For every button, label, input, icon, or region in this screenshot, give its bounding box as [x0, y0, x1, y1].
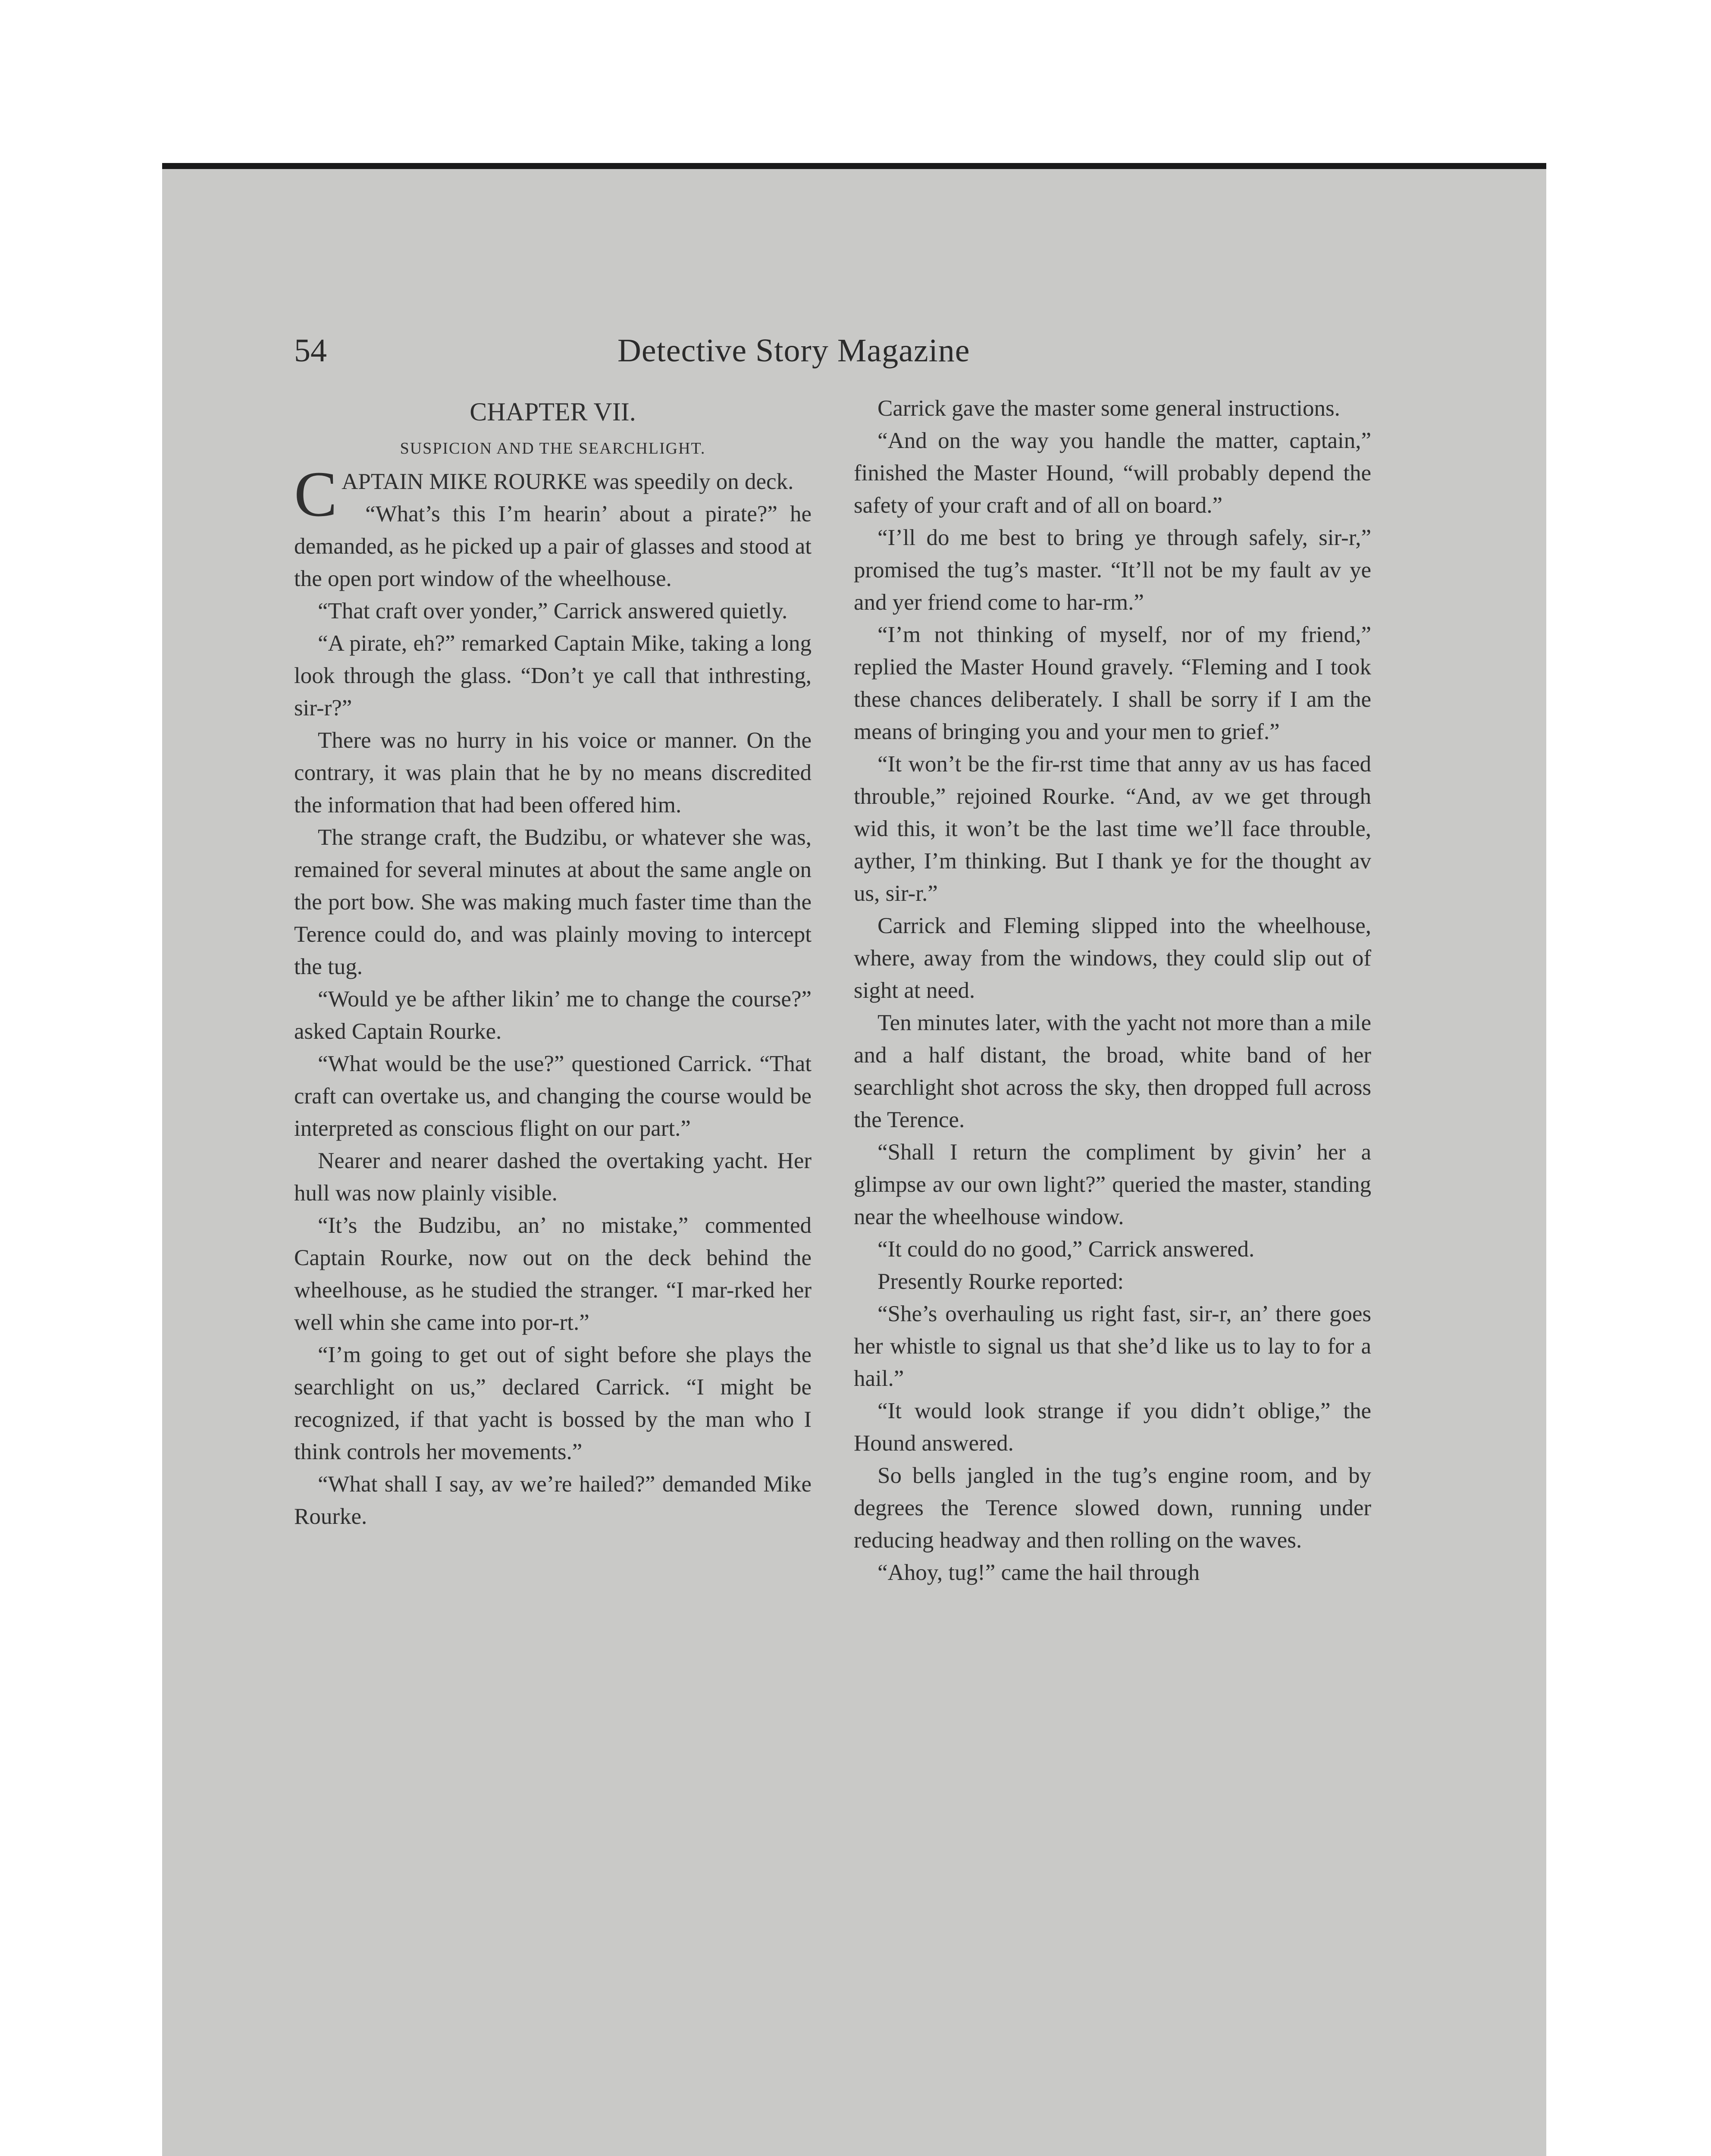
paragraph: Nearer and nearer dashed the overtaking yacht. Her hull was now plainly visible.	[294, 1148, 812, 1206]
paragraph: “Would ye be afther likin’ me to change the course?” asked Captain Rourke.	[294, 987, 812, 1044]
paragraph: “What’s this I’m hearin’ about a pirate?” he demanded, as he picked up a pair of glasses and stood at the open port window of the wheelhouse.	[294, 501, 812, 591]
paragraph: “It could do no good,” Carrick answered.	[877, 1237, 1255, 1262]
paragraph: “Shall I return the compliment by givin’ her a glimpse av our own light?” queried the master, standing near the wheelhouse window.	[854, 1140, 1371, 1229]
chapter-subheading: SUSPICION AND THE SEARCHLIGHT.	[400, 439, 706, 458]
paragraph: “What would be the use?” questioned Carrick. “That craft can overtake us, and changing the course would be interpreted as conscious flight on our part.”	[294, 1051, 812, 1141]
paragraph: Presently Rourke reported:	[877, 1269, 1124, 1294]
paragraph: “It would look strange if you didn’t oblige,” the Hound answered.	[854, 1398, 1371, 1456]
left-column	[294, 392, 812, 1533]
paragraph: “A pirate, eh?” remarked Captain Mike, taking a long look through the glass. “Don’t ye call that inthresting, sir-r?”	[294, 631, 812, 721]
paragraph: The strange craft, the Budzibu, or whatever she was, remained for several minutes at about the same angle on the port bow. She was making much faster time than the Terence could do, and was plainly moving to intercept the tug.	[294, 825, 812, 979]
drop-cap: C	[294, 458, 338, 530]
page-number: 54	[294, 332, 327, 369]
paragraph: “I’m going to get out of sight before she plays the searchlight on us,” declared Carrick. “I might be recognized, if that yacht is bossed by the man who I think controls her movements.”	[294, 1342, 812, 1464]
paragraph: Ten minutes later, with the yacht not more than a mile and a half distant, the broad, white band of her searchlight shot across the sky, then dropped full across the Terence.	[854, 1010, 1371, 1132]
paragraph: “It won’t be the fir-rst time that anny av us has faced throuble,” rejoined Rourke. “And, av we get through wid this, it won’t be the last time we’ll face throuble, ayther, I’m thinking. But I thank ye for the thought av us, sir-r.”	[854, 752, 1371, 906]
paragraph: “It’s the Budzibu, an’ no mistake,” commented Captain Rourke, now out on the deck behind the wheelhouse, as he studied the stranger. “I mar-rked her well whin she came into por-rt.”	[294, 1213, 812, 1335]
paragraph: “I’ll do me best to bring ye through safely, sir-r,” promised the tug’s master. “It’ll not be my fault av ye and yer friend come to har-rm.”	[854, 525, 1371, 615]
chapter-heading: CHAPTER VII.	[470, 398, 636, 426]
opening-paragraph-text: APTAIN MIKE ROURKE was speedily on deck.	[342, 469, 794, 494]
paragraph: “I’m not thinking of myself, nor of my friend,” replied the Master Hound gravely. “Fleming and I took these chances deliberately. I shall be sorry if I am the means of bringing you and your men to grief.”	[854, 622, 1371, 744]
magazine-title: Detective Story Magazine	[617, 332, 970, 369]
paragraph: Carrick gave the master some general instructions.	[877, 396, 1340, 421]
paragraph: Carrick and Fleming slipped into the wheelhouse, where, away from the windows, they could slip out of sight at need.	[854, 913, 1371, 1003]
paragraph: So bells jangled in the tug’s engine room, and by degrees the Terence slowed down, running under reducing headway and then rolling on the waves.	[854, 1463, 1371, 1553]
opening-paragraph	[294, 458, 812, 530]
paragraph: “That craft over yonder,” Carrick answered quietly.	[318, 599, 788, 624]
paragraph: “She’s overhauling us right fast, sir-r, an’ there goes her whistle to signal us that she’d like us to lay to for a hail.”	[854, 1301, 1371, 1391]
paragraph: “What shall I say, av we’re hailed?” demanded Mike Rourke.	[294, 1472, 812, 1529]
paragraph: “And on the way you handle the matter, captain,” finished the Master Hound, “will probably depend the safety of your craft and of all on board.”	[854, 428, 1371, 518]
right-column	[854, 392, 1371, 1589]
paragraph: There was no hurry in his voice or manner. On the contrary, it was plain that he by no means discredited the information that had been offered him.	[294, 728, 812, 818]
paragraph: “Ahoy, tug!” came the hail through	[877, 1560, 1200, 1585]
page-header	[294, 332, 1467, 384]
